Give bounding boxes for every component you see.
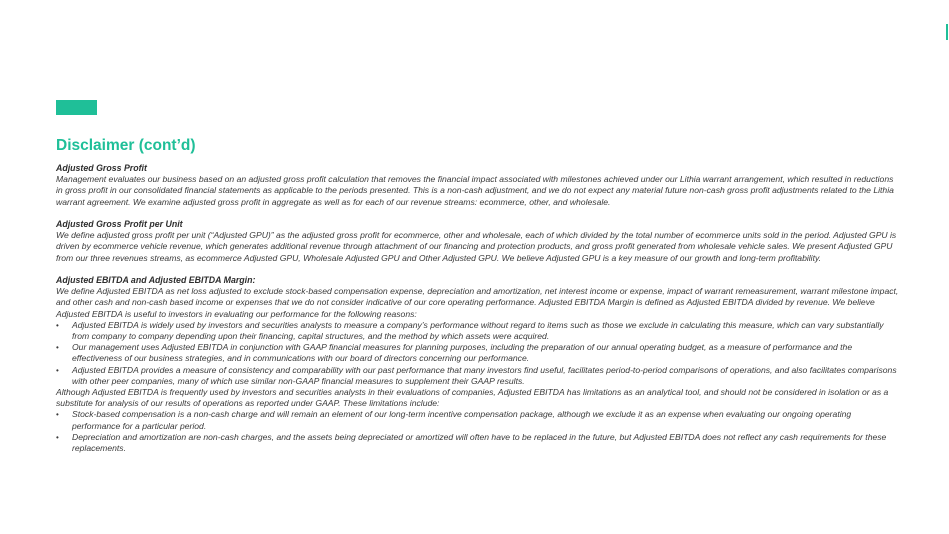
list-item <box>56 365 899 387</box>
section-adjusted-gross-profit <box>56 163 899 208</box>
list-item-text: Adjusted EBITDA provides a measure of consistency and comparability with our past performance that many investors find useful, facilitates period-to-period comparisons of operations, and also facilitates comparisons with other peer companies, many of which use similar non-GAAP financial measures to supplement their GAAP results. <box>72 364 897 386</box>
section-intro: We define Adjusted EBITDA as net loss adjusted to exclude stock-based compensation expense, depreciation and amortization, net interest income or expense, impact of warrant remeasurement, warrant milestone impact, and other cash and non-cash based income or expenses that we do not consider indicative of our core operating performance. Adjusted EBITDA Margin is defined as Adjusted EBITDA divided by revenue. We believe Adjusted EBITDA is useful to investors in evaluating our performance for the following reasons: <box>56 286 899 319</box>
list-item-text: Depreciation and amortization are non-cash charges, and the assets being depreciated or amortized will often have to be replaced in the future, but Adjusted EBITDA does not reflect any cash requirements for these replacements. <box>72 431 887 454</box>
bullet-icon: • <box>56 320 59 330</box>
corner-accent-mark <box>946 24 948 40</box>
bullet-icon: • <box>56 343 59 353</box>
list-item <box>56 320 899 342</box>
list-item-text: Our management uses Adjusted EBITDA in conjunction with GAAP financial measures for planning purposes, including the preparation of our annual operating budget, as a measure of performance and the effectiveness of our business strategies, and in communications with our board of directors concerning our performance. <box>72 342 853 364</box>
section-heading: Adjusted EBITDA and Adjusted EBITDA Margin: <box>56 275 256 285</box>
bullet-icon: • <box>56 365 59 375</box>
disclaimer-content <box>56 163 899 465</box>
limitations-list <box>56 409 899 454</box>
list-item-text: Stock-based compensation is a non-cash charge and will remain an element of our long-term incentive compensation package, although we exclude it as an expense when evaluating our ongoing operating performance for a particular period. <box>72 409 852 431</box>
bullet-icon: • <box>56 432 59 442</box>
list-item <box>56 409 899 431</box>
section-body: Management evaluates our business based on an adjusted gross profit calculation that removes the financial impact associated with milestones achieved under our Lithia warrant arrangement, which resulted in reductions in gross profit in our consolidated financial statements as applicable to the periods presented. This is a non-cash adjustment, and we do not expect any material future non-cash gross profit adjustments related to the Lithia warrant agreement. We examine adjusted gross profit in aggregate as well as for each of our revenue streams: ecommerce, other, and wholesale. <box>56 174 894 207</box>
section-heading: Adjusted Gross Profit per Unit <box>56 219 183 229</box>
section-adjusted-ebitda <box>56 275 899 454</box>
reasons-list <box>56 320 899 387</box>
bullet-icon: • <box>56 410 59 420</box>
list-item-text: Adjusted EBITDA is widely used by investors and securities analysts to measure a company’s performance without regard to items such as those we exclude in calculating this measure, which can vary substantially from company to company depending upon their financing, capital structures, and the method by which assets were acquired. <box>72 319 884 342</box>
page-title: Disclaimer (cont’d) <box>56 137 196 154</box>
list-item <box>56 342 899 364</box>
accent-bar <box>56 100 97 115</box>
list-item <box>56 432 899 454</box>
section-heading: Adjusted Gross Profit <box>56 163 147 173</box>
section-body: We define adjusted gross profit per unit (“Adjusted GPU)” as the adjusted gross profit for ecommerce, other and wholesale, each of which divided by the total number of ecommerce units sold in the period. Adjusted GPU is driven by ecommerce vehicle revenue, which generates additional revenue through attachment of our financing and protection products, and gross profit generated from wholesale vehicle sales. We present Adjusted GPU from our three revenues streams, as ecommerce Adjusted GPU, Wholesale Adjusted GPU and Other Adjusted GPU. We believe Adjusted GPU is a key measure of our growth and long-term profitability. <box>56 230 897 263</box>
limitations-intro: Although Adjusted EBITDA is frequently used by investors and securities analysts in their evaluations of companies, Adjusted EBITDA has limitations as an analytical tool, and should not be considered in isolation or as a substitute for analysis of our results of operations as reported under GAAP. These limitations include: <box>56 387 889 409</box>
section-adjusted-gpu <box>56 219 899 264</box>
